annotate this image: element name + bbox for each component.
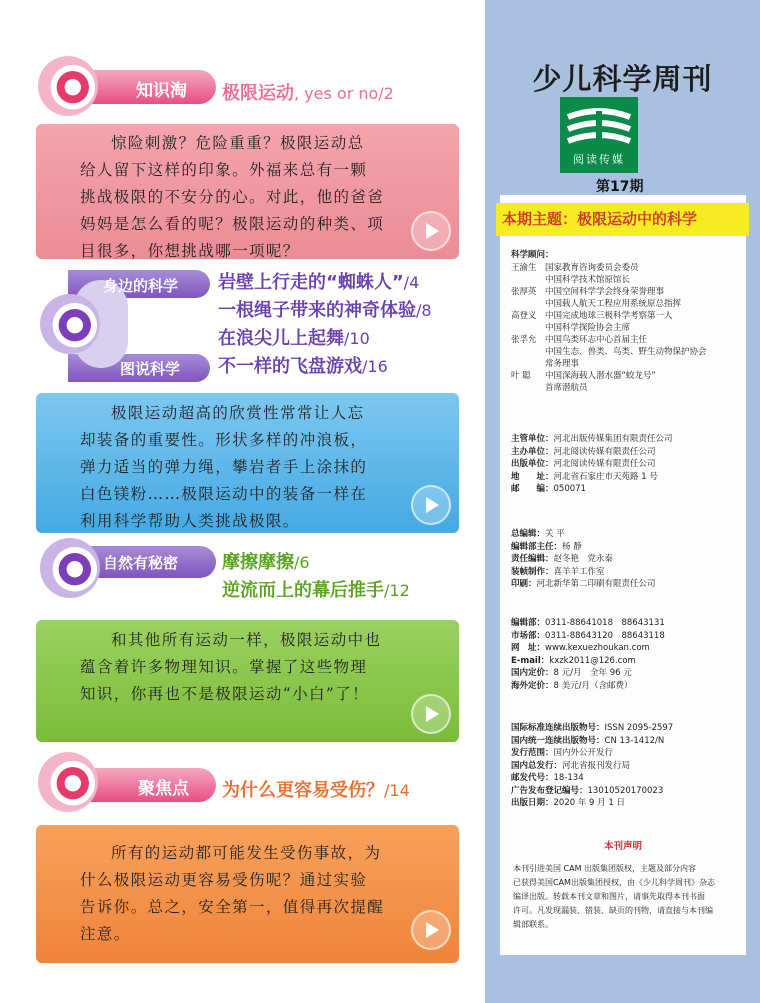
publishing-info — [511, 433, 746, 496]
theme-title: 本期主题：极限运动中的科学 — [502, 210, 698, 228]
info-row — [511, 747, 746, 760]
info-row — [511, 667, 746, 680]
info-label: 主办单位： — [511, 446, 554, 457]
info-row — [511, 471, 746, 484]
info-row — [511, 528, 746, 541]
advisor-role: 中国深海载人潜水器“蛟龙号” — [545, 371, 656, 381]
info-row — [511, 680, 746, 693]
info-label: 编辑部主任： — [511, 541, 563, 552]
paragraph-line: 所有的运动都可能发生受伤事故，为 — [111, 844, 382, 862]
s2-toc-item[interactable] — [218, 352, 480, 380]
notice-text — [513, 862, 745, 932]
info-row — [511, 785, 746, 798]
paragraph-line: 极限运动超高的欣赏性常常让人忘 — [111, 404, 365, 422]
info-value: 河北出版传媒集团有限责任公司 — [553, 434, 673, 444]
info-value: 河北阅读传媒有限责任公司 — [553, 446, 656, 457]
info-row — [511, 642, 746, 655]
advisor-name: 叶 聪 — [511, 371, 531, 381]
contact-info — [511, 617, 746, 692]
s2-toc-page: /10 — [344, 329, 370, 348]
notice-line: 本刊引进美国 CAM 出版集团版权，主题及部分内容 — [513, 864, 697, 873]
info-value: www.kexuezhoukan.com — [545, 643, 650, 653]
s2-tag-a: 身边的科学 — [103, 277, 179, 295]
info-row — [511, 446, 746, 459]
s3-paragraph — [80, 627, 450, 708]
info-row — [511, 566, 746, 579]
info-value: 国内外公开发行 — [553, 748, 614, 758]
advisor-line — [511, 298, 746, 310]
info-label: 国内统一连续出版物号： — [511, 735, 605, 746]
info-value: CN 13-1412/N — [604, 735, 665, 746]
advisor-line — [511, 382, 746, 394]
notice-line: 编译出版。转载本刊文章和图片，请事先取得本刊书面 — [513, 892, 705, 901]
info-value: 河北省石家庄市天苑路 1 号 — [553, 471, 658, 482]
advisors-label: 科学顾问： — [511, 250, 554, 260]
paragraph-line: 给人留下这样的印象。外福来总有一颗 — [80, 161, 368, 179]
s3-toc-list — [222, 548, 484, 604]
s3-tag: 自然有秘密 — [103, 554, 179, 572]
logo-text: 阅读传媒 — [573, 153, 625, 166]
s2-toc-title: 岩壁上行走的“蜘蛛人” — [218, 272, 404, 293]
s2-toc-item[interactable] — [218, 268, 480, 296]
info-row — [511, 797, 746, 810]
paragraph-line: 什么极限运动更容易受伤呢？通过实验 — [80, 871, 368, 889]
info-value: kxzk2011@126.com — [549, 655, 636, 666]
issue-number: 第17期 — [596, 179, 644, 195]
s3-target-icon — [40, 538, 100, 598]
s3-toc-page: /6 — [294, 553, 310, 572]
theme-bar — [496, 203, 749, 236]
info-value: 赵冬艳 党永泰 — [553, 554, 614, 564]
info-label: 国内定价： — [511, 668, 554, 678]
info-label: 主管单位： — [511, 434, 554, 444]
info-row — [511, 722, 746, 735]
s3-next-button[interactable] — [411, 694, 451, 734]
s3-toc-item[interactable] — [222, 576, 484, 604]
s3-toc-item[interactable] — [222, 548, 484, 576]
info-value: 关 平 — [545, 529, 565, 539]
info-row — [511, 655, 746, 668]
info-row — [511, 483, 746, 496]
info-value: 050071 — [553, 484, 586, 494]
advisor-role: 常务理事 — [545, 359, 580, 369]
advisor-role: 中国空间科学学会终身荣誉理事 — [545, 287, 665, 297]
advisor-line — [511, 262, 746, 274]
s3-toc-title: 逆流而上的幕后推手 — [222, 580, 384, 601]
info-label: 发行范围： — [511, 748, 554, 758]
info-label: 装帧制作： — [511, 566, 554, 577]
info-value: 2020 年 9 月 1 日 — [553, 798, 625, 808]
info-value: 0311-88643120 88643118 — [545, 630, 665, 641]
advisor-line — [511, 286, 746, 298]
s4-title: 为什么更容易受伤？/14 — [222, 780, 410, 801]
info-row — [511, 617, 746, 630]
paragraph-line: 知识，你再也不是极限运动“小白”了！ — [80, 685, 370, 703]
info-label: 市场部： — [511, 630, 546, 641]
s4-target-icon — [38, 752, 98, 812]
paragraph-line: 告诉你。总之，安全第一，值得再次提醒 — [80, 898, 385, 916]
paragraph-line: 注意。 — [80, 925, 131, 943]
advisor-name: 张孚允 — [511, 335, 537, 345]
info-value: 杨 静 — [562, 541, 582, 552]
info-value: 河北新华第二印刷有限责任公司 — [536, 579, 656, 589]
advisor-line — [511, 310, 746, 322]
s2-tag-b: 图说科学 — [120, 360, 181, 378]
s3-toc-page: /12 — [384, 581, 410, 600]
advisor-role: 国家教育咨询委员会委员 — [545, 263, 639, 273]
s3-toc-title: 摩擦摩擦 — [222, 552, 294, 573]
info-label: 广告发布登记编号： — [511, 785, 588, 796]
notice-line: 已获得美国CAM出版集团授权，由《少儿科学周刊》杂志 — [513, 878, 715, 887]
info-label: 出版日期： — [511, 798, 554, 808]
registration-info — [511, 722, 746, 810]
info-value: 8 美元/月（含邮费） — [553, 680, 633, 691]
info-row — [511, 760, 746, 773]
advisor-role: 中国载人航天工程应用系统原总指挥 — [545, 299, 682, 309]
advisor-role: 中国完成地球三极科学考察第一人 — [545, 311, 673, 321]
advisor-role: 中国鸟类环志中心首届主任 — [545, 335, 648, 345]
advisor-name: 高登义 — [511, 311, 537, 321]
paragraph-line: 和其他所有运动一样，极限运动中也 — [111, 631, 382, 649]
s1-paragraph — [80, 130, 450, 265]
info-label: 总编辑： — [511, 529, 546, 539]
s1-next-button[interactable] — [411, 211, 451, 251]
info-label: 邮 编： — [511, 484, 554, 494]
s1-title: 极限运动, yes or no/2 — [222, 83, 394, 104]
info-label: 网 址： — [511, 643, 546, 653]
paragraph-line: 妈妈是怎么看的呢？极限运动的种类、项 — [80, 215, 385, 233]
info-value: 河北阅读传媒有限责任公司 — [553, 459, 656, 469]
info-label: 责任编辑： — [511, 554, 554, 564]
paragraph-line: 目很多，你想挑战哪一项呢？ — [80, 242, 300, 260]
paragraph-line: 挑战极限的不安分的心。对此，他的爸爸 — [80, 188, 385, 206]
paragraph-line: 惊险刺激？危险重重？极限运动总 — [111, 134, 365, 152]
notice-line: 辑部联系。 — [513, 920, 553, 929]
paragraph-line: 却装备的重要性。形状多样的冲浪板， — [80, 431, 368, 449]
info-row — [511, 433, 746, 446]
paragraph-line: 利用科学帮助人类挑战极限。 — [80, 512, 300, 530]
advisor-name: 张厚英 — [511, 287, 537, 297]
s1-target-icon — [38, 56, 98, 116]
paragraph-line: 弹力适当的弹力绳，攀岩者手上涂抹的 — [80, 458, 368, 476]
advisor-line — [511, 346, 746, 358]
advisor-line — [511, 334, 746, 346]
s2-toc-item[interactable] — [218, 296, 480, 324]
info-value: 8 元/月 全年 96 元 — [553, 668, 632, 678]
s4-tag: 聚焦点 — [138, 779, 189, 799]
s2-toc-list — [218, 268, 480, 380]
advisor-role: 中国科学探险协会主席 — [545, 323, 631, 333]
s2-toc-item[interactable] — [218, 324, 480, 352]
s2-paragraph — [80, 400, 450, 535]
notice-line: 许可。凡发现漏装、错装、缺页的刊物，请直接与本刊编 — [513, 906, 713, 915]
s2-toc-title: 在浪尖儿上起舞 — [218, 328, 344, 349]
info-value: 河北省报刊发行局 — [562, 760, 631, 771]
info-row — [511, 578, 746, 591]
info-value: 喜羊羊工作室 — [553, 566, 605, 577]
info-value: ISSN 2095-2597 — [604, 723, 674, 733]
info-value: 18-134 — [553, 773, 584, 783]
editorial-info — [511, 528, 746, 591]
info-label: 国际标准连续出版物号： — [511, 723, 605, 733]
paragraph-line: 蕴含着许多物理知识。掌握了这些物理 — [80, 658, 368, 676]
info-label: 海外定价： — [511, 680, 554, 691]
info-value: 13010520170023 — [587, 785, 664, 796]
s4-paragraph — [80, 840, 450, 948]
advisor-role: 中国生态、兽类、鸟类、野生动物保护协会 — [545, 347, 707, 357]
advisor-line — [511, 322, 746, 334]
s2-target-icon — [40, 294, 100, 354]
info-row — [511, 735, 746, 748]
info-label: 地 址： — [511, 471, 554, 482]
info-row — [511, 772, 746, 785]
s1-tag: 知识淘 — [136, 81, 187, 101]
paragraph-line: 白色镁粉……极限运动中的装备一样在 — [80, 485, 368, 503]
s2-toc-page: /16 — [362, 357, 388, 376]
s2-toc-title: 一根绳子带来的神奇体验 — [218, 300, 416, 321]
info-label: E-mail： — [511, 655, 550, 666]
advisor-name: 王渝生 — [511, 263, 537, 273]
info-label: 出版单位： — [511, 459, 554, 469]
info-label: 国内总发行： — [511, 760, 563, 771]
advisor-line — [511, 358, 746, 370]
advisor-role: 中国科学技术馆原馆长 — [545, 275, 631, 285]
magazine-title: 少儿科学周刊 — [532, 62, 713, 96]
advisor-role: 首席潜航员 — [545, 383, 588, 393]
s2-toc-page: /8 — [416, 301, 432, 320]
info-row — [511, 553, 746, 566]
notice-title: 本刊声明 — [603, 841, 642, 852]
info-row — [511, 541, 746, 554]
info-row — [511, 630, 746, 643]
advisor-line — [511, 274, 746, 286]
advisors-list — [511, 262, 746, 394]
s2-toc-page: /4 — [403, 273, 420, 292]
s2-next-button[interactable] — [411, 485, 451, 525]
s4-next-button[interactable] — [411, 910, 451, 950]
info-label: 邮发代号： — [511, 773, 554, 783]
info-label: 印刷： — [511, 579, 537, 589]
s2-toc-title: 不一样的飞盘游戏 — [218, 356, 362, 377]
advisor-line — [511, 370, 746, 382]
info-label: 编辑部： — [511, 618, 546, 628]
info-value: 0311-88641018 88643131 — [545, 618, 665, 628]
info-row — [511, 458, 746, 471]
